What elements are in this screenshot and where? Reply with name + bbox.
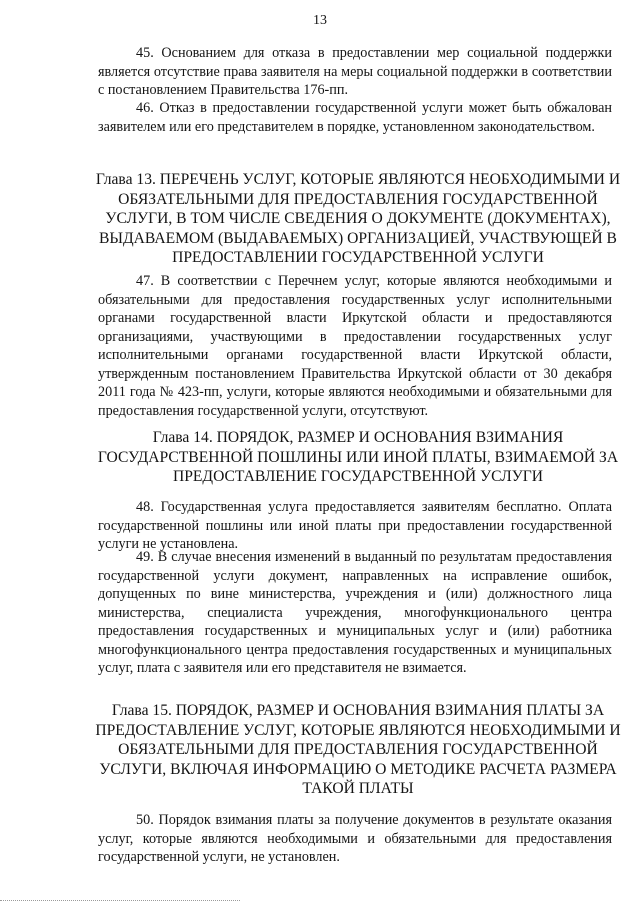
page-number: 13 <box>313 13 327 28</box>
chapter-14-heading: Глава 14. ПОРЯДОК, РАЗМЕР И ОСНОВАНИЯ ВЗИМАНИЯ ГОСУДАРСТВЕННОЙ ПОШЛИНЫ ИЛИ ИНОЙ ПЛАТЫ, ВЗИМАЕМОЙ ЗА ПРЕДОСТАВЛЕНИЕ ГОСУДАРСТВЕННОЙ УСЛУГИ <box>97 429 619 485</box>
paragraph-45: 45. Основанием для отказа в предоставлении мер социальной поддержки является отсутствие права заявителя на меры социальной поддержки в соответствии с постановлением Правительства 176-пп. <box>98 45 612 98</box>
paragraph-48: 48. Государственная услуга предоставляется заявителям бесплатно. Оплата государственной пошлины или иной платы при предоставлении государственной услуги не установлена. <box>98 499 612 552</box>
paragraph-46: 46. Отказ в предоставлении государственной услуги может быть обжалован заявителем или его представителем в порядке, установленном законодательством. <box>98 100 612 135</box>
paragraph-49: 49. В случае внесения изменений в выданный по результатам предоставления государственной услуги документ, направленных на исправление ошибок, допущенных по вине министерства, учреждения и (или) должностного лица министерства, специалиста учреждения, многофункционального центра предоставления государственных и муниципальных услуг и (или) работника многофункционального центра предоставления государственных и муниципальных услуг, плата с заявителя или его представителя не взимается. <box>98 549 612 676</box>
footnote-divider <box>0 900 240 901</box>
chapter-15-heading: Глава 15. ПОРЯДОК, РАЗМЕР И ОСНОВАНИЯ ВЗИМАНИЯ ПЛАТЫ ЗА ПРЕДОСТАВЛЕНИЕ УСЛУГ, КОТОРЫЕ ЯВЛЯЮТСЯ НЕОБХОДИМЫМИ И ОБЯЗАТЕЛЬНЫМИ ДЛЯ ПРЕДОСТАВЛЕНИЯ ГОСУДАРСТВЕННОЙ УСЛУГИ, ВКЛЮЧАЯ ИНФОРМАЦИЮ О МЕТОДИКЕ РАСЧЕТА РАЗМЕРА ТАКОЙ ПЛАТЫ <box>95 702 621 797</box>
paragraph-47: 47. В соответствии с Перечнем услуг, которые являются необходимыми и обязательными для предоставления государственных услуг исполнительными органами государственной власти Иркутской области и предоставляются организациями, участвующими в предоставлении государственных услуг исполнительными органами государственной власти Иркутской области, утвержденным постановлением Правительства Иркутской области от 30 декабря 2011 года № 423-пп, услуги, которые являются необходимыми и обязательными для предоставления государственной услуги, отсутствуют. <box>98 273 612 419</box>
chapter-13-heading: Глава 13. ПЕРЕЧЕНЬ УСЛУГ, КОТОРЫЕ ЯВЛЯЮТСЯ НЕОБХОДИМЫМИ И ОБЯЗАТЕЛЬНЫМИ ДЛЯ ПРЕДОСТАВЛЕНИЯ ГОСУДАРСТВЕННОЙ УСЛУГИ, В ТОМ ЧИСЛЕ СВЕДЕНИЯ О ДОКУМЕНТЕ (ДОКУМЕНТАХ), ВЫДАВАЕМОМ (ВЫДАВАЕМЫХ) ОРГАНИЗАЦИЕЙ, УЧАСТВУЮЩЕЙ В ПРЕДОСТАВЛЕНИИ ГОСУДАРСТВЕННОЙ УСЛУГИ <box>95 171 621 266</box>
paragraph-50: 50. Порядок взимания платы за получение документов в результате оказания услуг, которые являются необходимыми и обязательными для предоставления государственной услуги, не установлен. <box>98 812 612 865</box>
